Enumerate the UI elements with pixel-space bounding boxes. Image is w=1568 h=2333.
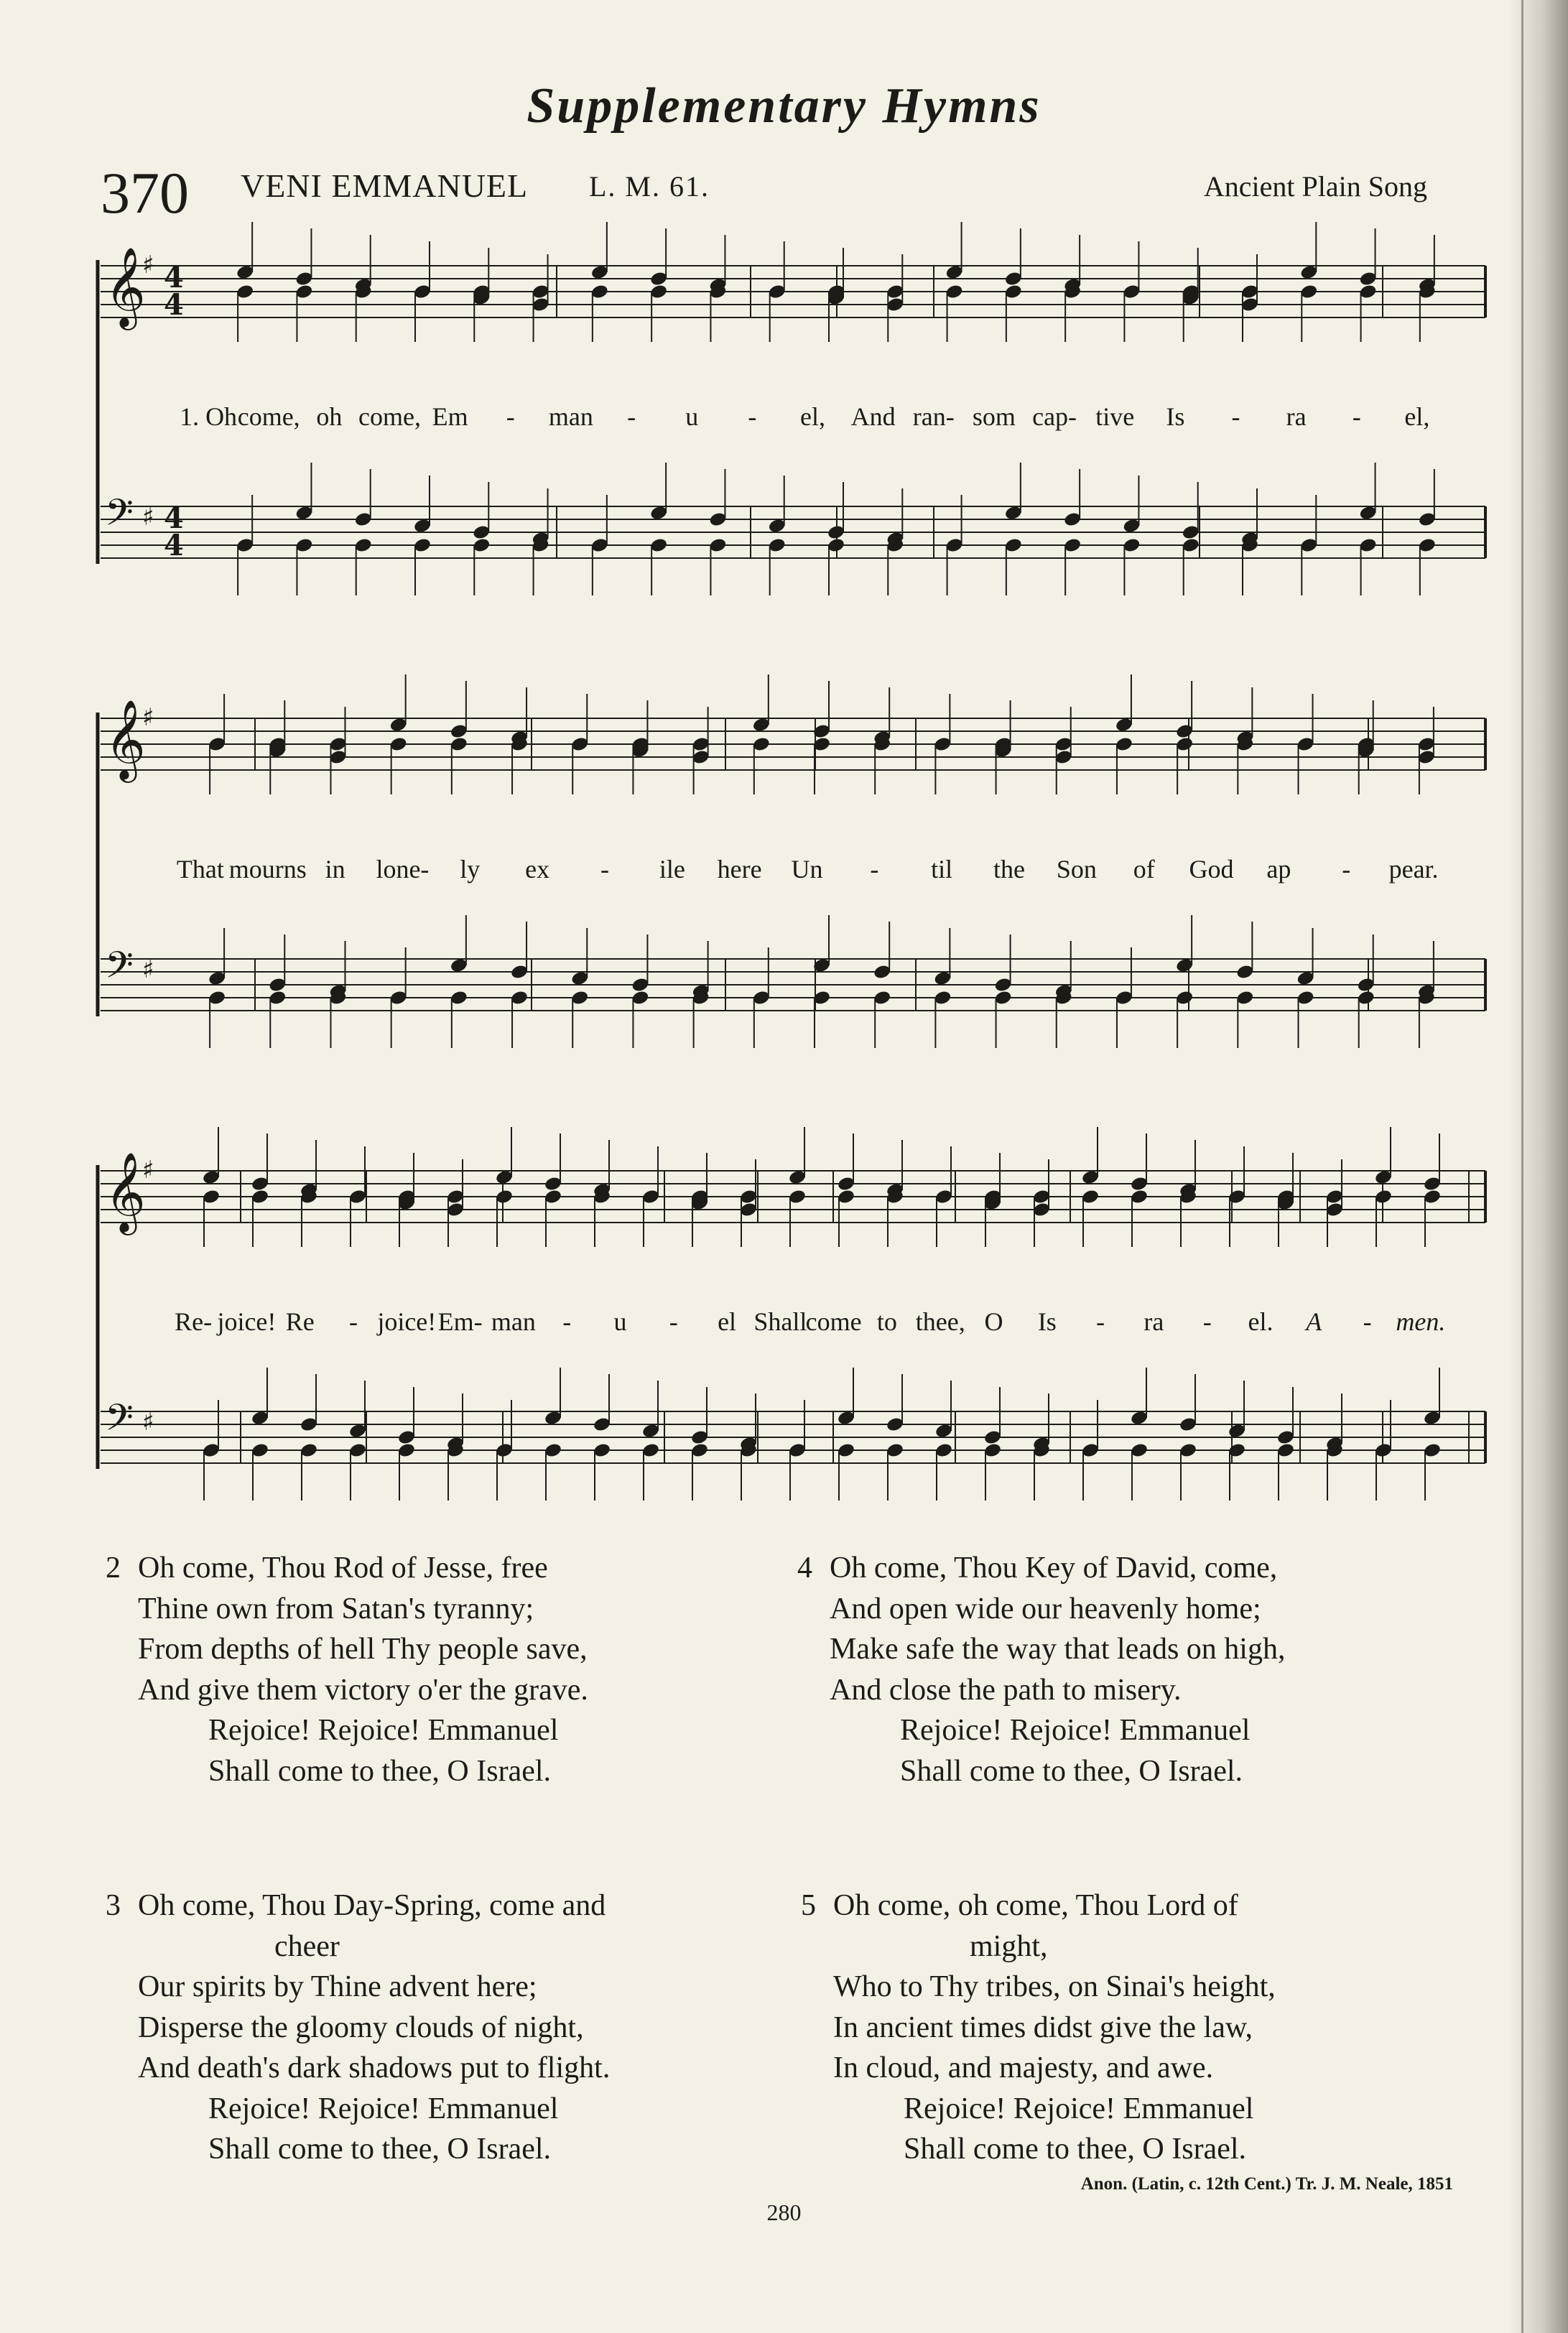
treble-clef: 𝄞 <box>105 699 146 779</box>
stanza-line: In ancient times didst give the law, <box>833 2010 1253 2044</box>
stanza-line: Shall come to thee, O Israel. <box>900 1754 1243 1788</box>
lyric-syllable: man <box>548 402 593 431</box>
lyric-syllable: - <box>1363 1307 1372 1336</box>
stanza-line: Make safe the way that leads on high, <box>830 1633 1286 1666</box>
lyric-syllable: 1. Oh <box>180 402 238 431</box>
time-signature: 4 <box>164 288 184 322</box>
lyric-syllable: - <box>1352 402 1361 431</box>
lyric-syllable: - <box>748 402 757 431</box>
lyric-syllable: Is <box>1166 402 1185 431</box>
stanza-5 <box>801 1886 1276 2170</box>
treble-clef: 𝄞 <box>105 1151 146 1232</box>
lyric-syllable: That <box>176 855 224 883</box>
stanza-line: Disperse the gloomy clouds of night, <box>138 2010 584 2044</box>
stanza-line: From depths of hell Thy people save, <box>138 1633 588 1666</box>
lyric-syllable: Em- <box>437 1307 483 1336</box>
lyric-syllable: mourns <box>228 855 307 883</box>
stanza-line: Rejoice! Rejoice! Emmanuel <box>904 2092 1254 2125</box>
key-signature-sharp: ♯ <box>142 1408 154 1437</box>
lyric-syllable: A <box>1306 1307 1322 1336</box>
lyric-syllable: ran- <box>912 402 955 431</box>
lyric-syllable: - <box>1096 1307 1105 1336</box>
lyric-syllable: Re- <box>175 1307 213 1336</box>
composer: Ancient Plain Song <box>1203 170 1427 203</box>
lyric-syllable: el, <box>800 402 825 431</box>
stanza-number: 3 <box>106 1889 121 1922</box>
lyric-syllable: thee, <box>915 1307 965 1336</box>
time-signature: 4 <box>164 501 184 535</box>
time-signature: 4 <box>164 529 184 562</box>
stanza-line: Rejoice! Rejoice! Emmanuel <box>208 1714 559 1747</box>
lyric-syllable: come, <box>358 402 421 431</box>
stanza-line: Rejoice! Rejoice! Emmanuel <box>208 2092 559 2125</box>
lyric-syllable: som <box>972 402 1016 431</box>
lyric-syllable: ile <box>659 855 685 883</box>
bass-clef: 𝄢 <box>105 1396 134 1448</box>
lyric-syllable: el, <box>1404 402 1430 431</box>
stanza-line: Oh come, Thou Key of David, come, <box>830 1552 1278 1585</box>
stanza-line: Shall come to thee, O Israel. <box>904 2133 1247 2166</box>
lyric-syllable: - <box>669 1307 678 1336</box>
page-number: 280 <box>766 2199 802 2225</box>
key-signature-sharp: ♯ <box>142 503 154 532</box>
lyric-syllable: - <box>562 1307 572 1336</box>
stanza-line: Shall come to thee, O Israel. <box>208 1754 552 1788</box>
hymn-number: 370 <box>101 160 189 226</box>
stanza-number: 4 <box>797 1552 812 1585</box>
stanza-number: 2 <box>106 1552 121 1585</box>
lyric-syllable: the <box>993 855 1026 883</box>
lyric-syllable: here <box>717 855 762 883</box>
lyric-syllable: cap- <box>1032 402 1077 431</box>
lyric-syllable: pear. <box>1388 855 1439 883</box>
lyric-syllable: lone- <box>376 855 430 883</box>
stanza-line: And open wide our heavenly home; <box>830 1592 1261 1625</box>
lyric-syllable: to <box>876 1307 897 1336</box>
lyric-syllable: come <box>805 1307 862 1336</box>
stanza-line: Thine own from Satan's tyranny; <box>138 1592 534 1625</box>
section-title: Supplementary Hymns <box>526 78 1042 134</box>
lyric-syllable: - <box>506 402 515 431</box>
lyric-syllable: u <box>685 402 699 431</box>
lyric-syllable: And <box>850 402 896 431</box>
stanza-line: might, <box>970 1929 1048 1963</box>
lyric-syllable: God <box>1189 855 1234 883</box>
lyric-syllable: - <box>1231 402 1240 431</box>
attribution: Anon. (Latin, c. 12th Cent.) Tr. J. M. Neale, 1851 <box>1080 2174 1453 2194</box>
treble-clef: 𝄞 <box>105 246 146 327</box>
key-signature-sharp: ♯ <box>142 703 154 732</box>
stanza-line: And close the path to misery. <box>830 1673 1182 1707</box>
tune-name: VENI EMMANUEL <box>241 167 529 204</box>
lyric-syllable: - <box>1202 1307 1212 1336</box>
stanza-line: And give them victory o'er the grave. <box>138 1673 588 1707</box>
lyric-syllable: - <box>600 855 609 883</box>
lyric-syllable: Un <box>791 855 823 883</box>
stanza-line: And death's dark shadows put to flight. <box>138 2051 611 2084</box>
lyric-syllable: joice! <box>217 1307 277 1336</box>
stanza-line: Rejoice! Rejoice! Emmanuel <box>900 1714 1251 1747</box>
lyric-syllable: oh <box>316 402 343 431</box>
lyric-syllable: come, <box>237 402 300 431</box>
stanza-2 <box>106 1548 588 1791</box>
lyric-syllable: - <box>1342 855 1351 883</box>
stanza-line: Oh come, oh come, Thou Lord of <box>833 1889 1238 1922</box>
lyric-syllable: til <box>931 855 953 883</box>
stanza-line: Who to Thy tribes, on Sinai's height, <box>833 1970 1276 2003</box>
lyric-syllable: - <box>870 855 879 883</box>
lyric-syllable: el. <box>1248 1307 1274 1336</box>
lyric-syllable: man <box>491 1307 536 1336</box>
stanza-line: cheer <box>274 1929 340 1963</box>
stanza-3 <box>106 1886 611 2170</box>
lyric-syllable: ex <box>525 855 550 883</box>
lyric-syllable: ap <box>1266 855 1291 883</box>
lyric-syllable: Re <box>285 1307 315 1336</box>
bass-clef: 𝄢 <box>105 491 134 543</box>
stanza-number: 5 <box>801 1889 816 1922</box>
stanza-line: Oh come, Thou Rod of Jesse, free <box>138 1552 548 1585</box>
lyric-syllable: of <box>1133 855 1155 883</box>
key-signature-sharp: ♯ <box>142 251 154 279</box>
stanza-line: Shall come to thee, O Israel. <box>208 2133 552 2166</box>
lyric-syllable: ly <box>460 855 481 883</box>
lyric-syllable: O <box>984 1307 1003 1336</box>
lyric-syllable: - <box>349 1307 358 1336</box>
key-signature-sharp: ♯ <box>142 1156 154 1184</box>
lyric-syllable: joice! <box>377 1307 437 1336</box>
time-signature: 4 <box>164 261 184 294</box>
lyric-syllable: Is <box>1037 1307 1057 1336</box>
lyric-syllable: u <box>613 1307 627 1336</box>
stanza-line: In cloud, and majesty, and awe. <box>833 2051 1214 2084</box>
lyric-syllable: Son <box>1056 855 1097 883</box>
lyric-syllable: in <box>325 855 345 883</box>
lyric-syllable: men. <box>1396 1307 1446 1336</box>
lyric-syllable: tive <box>1095 402 1135 431</box>
lyric-syllable: el <box>718 1307 737 1336</box>
lyric-syllable: ra <box>1286 402 1307 431</box>
stanza-4 <box>797 1548 1286 1791</box>
stanza-line: Our spirits by Thine advent here; <box>138 1970 537 2003</box>
bass-clef: 𝄢 <box>105 943 134 996</box>
key-signature-sharp: ♯ <box>142 955 154 984</box>
stanza-line: Oh come, Thou Day-Spring, come and <box>138 1889 606 1922</box>
lyric-syllable: ra <box>1143 1307 1164 1336</box>
meter: L. M. 61. <box>589 170 710 203</box>
lyric-syllable: Shall <box>753 1307 807 1336</box>
lyric-syllable: Em <box>432 402 468 431</box>
lyric-syllable: - <box>627 402 636 431</box>
